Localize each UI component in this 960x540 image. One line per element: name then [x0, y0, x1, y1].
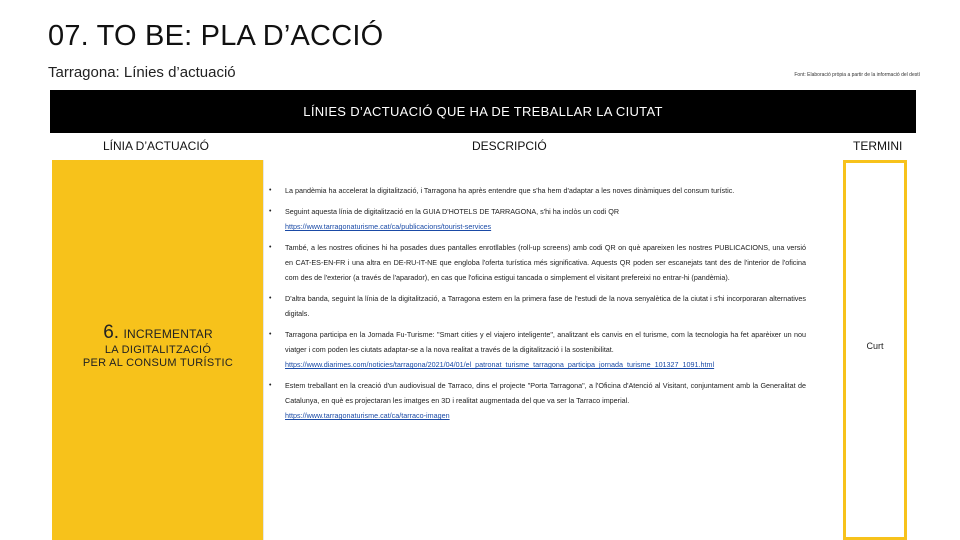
- column-header-descripcio: DESCRIPCIÓ: [472, 139, 547, 153]
- source-note: Font: Elaboració pròpia a partir de la informació del destí: [794, 72, 920, 78]
- column-header-linia: LÍNIA D’ACTUACIÓ: [103, 139, 210, 153]
- description-bullet: [268, 240, 806, 285]
- bullet-text: Estem treballant en la creació d'un audiovisual de Tarraco, dins el projecte "Porta Tarragona", a l'Oficina d'Atenció al Visitant, conjuntament amb la Generalitat de Catalunya, en què es projectaran les imatges en 3D i realitat augmentada del que va ser la Tarraco imperial.: [285, 381, 806, 405]
- description-bullet: [268, 204, 806, 234]
- bullet-text: La pandèmia ha accelerat la digitalització, i Tarragona ha après entendre que s'ha hem d'adaptar a les noves dinàmiques del consum turístic.: [285, 186, 735, 195]
- column-divider: [263, 160, 264, 540]
- termini-value: Curt: [866, 341, 884, 351]
- bullet-icon: •: [269, 295, 272, 302]
- bullet-link[interactable]: https://www.tarragonaturisme.cat/ca/publicacions/tourist-services: [285, 222, 492, 231]
- section-banner: [50, 90, 916, 133]
- action-line-number: 6.: [103, 322, 120, 343]
- bullet-icon: •: [269, 382, 272, 389]
- banner-title: LÍNIES D’ACTUACIÓ QUE HA DE TREBALLAR LA CIUTAT: [303, 104, 663, 119]
- bullet-icon: •: [269, 208, 272, 215]
- action-line-box: [52, 160, 264, 540]
- page-title: 07. TO BE: PLA D’ACCIÓ: [48, 20, 384, 52]
- bullet-icon: •: [269, 187, 272, 194]
- action-line-subtitle-2: PER AL CONSUM TURÍSTIC: [82, 357, 234, 369]
- bullet-text: Seguint aquesta línia de digitalització en la GUIA D'HOTELS DE TARRAGONA, s'hi ha inclòs un codi QR: [285, 207, 620, 216]
- bullet-text: D'altra banda, seguint la línia de la digitalització, a Tarragona estem en la primera fase de l'estudi de la nova senyalètica de la ciutat i s'hi incorporaran alternatives digitals.: [285, 294, 806, 318]
- action-line-label: [52, 322, 264, 370]
- description-bullet: [268, 378, 806, 423]
- description-bullet: [268, 183, 806, 198]
- bullet-link[interactable]: https://www.diarimes.com/noticies/tarragona/2021/04/01/el_patronat_turisme_tarragona_participa_jornada_turisme_101327_1091.html: [285, 360, 715, 369]
- description-list: [268, 183, 806, 429]
- page-subtitle: Tarragona: Línies d’actuació: [48, 64, 236, 81]
- action-line-subtitle-1: LA DIGITALITZACIÓ: [104, 344, 212, 356]
- bullet-link[interactable]: https://www.tarragonaturisme.cat/ca/tarraco-imagen: [285, 411, 450, 420]
- termini-box: [843, 160, 907, 540]
- bullet-icon: •: [269, 244, 272, 251]
- bullet-text: També, a les nostres oficines hi ha posades dues pantalles enrotllables (roll-up screens) amb codi QR on què apareixen les nostres PUBLICACIONS, una versió en CAT-ES-EN-FR i una altra en DE-RU-IT-NE que engloba l'oferta turística més significativa. Aquests QR poden ser escanejats tant des de l'interior de l'oficina com des de l'exterior (a través de l'aparador), en cas que l'oficina estigui tancada o simplement el visitant prefereixi no entrar-hi (pandèmia).: [285, 243, 806, 282]
- bullet-text: Tarragona participa en la Jornada Fu-Turisme: "Smart cities y el viajero inteligente", analitzant els canvis en el turisme, com la tecnologia ha fet aparèixer un nou viatger i com poden les ciutats adaptar-se a la nova realitat a través de la digitalització i la sostenibilitat.: [285, 330, 806, 354]
- action-line-title: INCREMENTAR: [123, 327, 213, 341]
- description-bullet: [268, 327, 806, 372]
- bullet-icon: •: [269, 331, 272, 338]
- column-header-termini: TERMINI: [853, 139, 903, 153]
- description-bullet: [268, 291, 806, 321]
